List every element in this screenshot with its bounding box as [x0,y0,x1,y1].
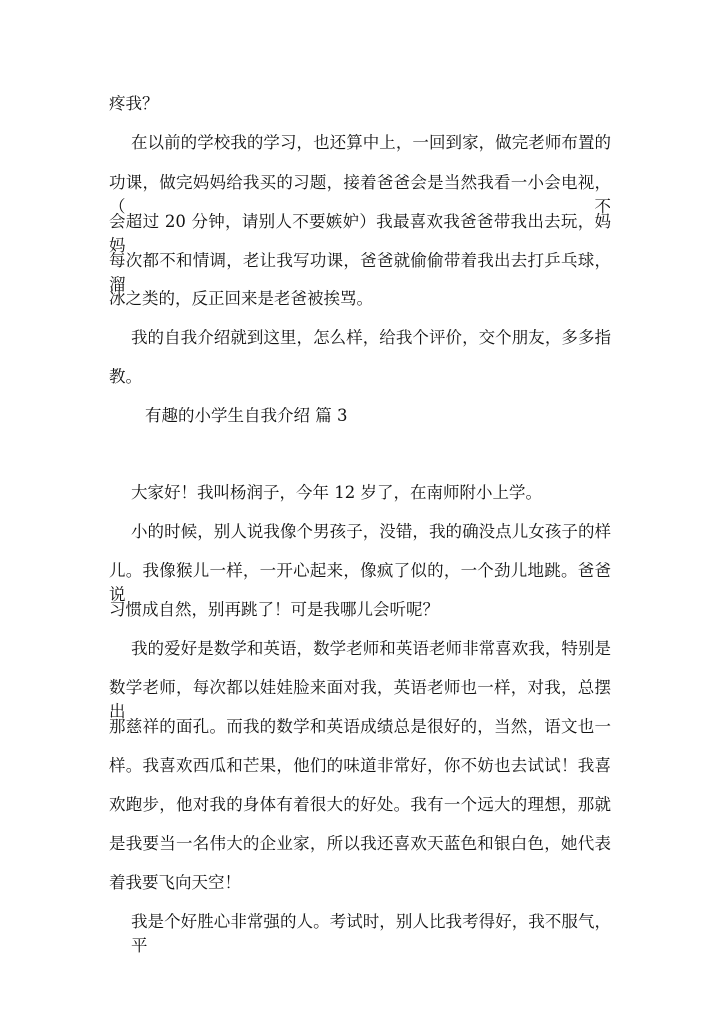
section-heading: 有趣的小学生自我介绍 篇 3 [145,406,348,425]
paragraph-start-line: 在以前的学校我的学习，也还算中上，一回到家，做完老师布置的 [131,133,611,152]
text-line: 那慈祥的面孔。而我的数学和英语成绩总是很好的，当然，语文也一 [109,717,611,736]
paragraph-start-line: 我是个好胜心非常强的人。考试时，别人比我考得好，我不服气，平 [131,912,611,955]
text-line: 冰之类的，反正回来是老爸被挨骂。 [109,289,373,308]
text-line: 会超过 20 分钟，请别人不要嫉妒）我最喜欢我爸爸带我出去玩，妈妈 [109,212,611,255]
text-line: 功课，做完妈妈给我买的习题，接着爸爸会是当然我看一小会电视，（不 [109,173,611,216]
text-line: 疼我？ [109,94,159,113]
paragraph-start-line: 大家好！我叫杨润子，今年 12 岁了，在南师附小上学。 [131,483,542,502]
paragraph-start-line: 我的自我介绍就到这里，怎么样，给我个评价，交个朋友，多多指 [131,328,611,347]
paragraph-start-line: 我的爱好是数学和英语，数学老师和英语老师非常喜欢我，特别是 [131,639,611,658]
text-line: 儿。我像猴儿一样，一开心起来，像疯了似的，一个劲儿地跳。爸爸说 [109,561,611,604]
paragraph-start-line: 小的时候，别人说我像个男孩子，没错，我的确没点儿女孩子的样 [131,522,611,541]
text-line: 着我要飞向天空！ [109,873,241,892]
text-line: 样。我喜欢西瓜和芒果，他们的味道非常好，你不妨也去试试！我喜 [109,756,611,775]
text-line: 数学老师，每次都以娃娃脸来面对我，英语老师也一样，对我，总摆出 [109,678,611,721]
text-line: 习惯成自然，别再跳了！可是我哪儿会听呢？ [109,600,439,619]
text-line: 是我要当一名伟大的企业家，所以我还喜欢天蓝色和银白色，她代表 [109,834,611,853]
text-line: 教。 [109,367,142,386]
text-line: 欢跑步，他对我的身体有着很大的好处。我有一个远大的理想，那就 [109,795,611,814]
text-line: 每次都不和情调，老让我写功课，爸爸就偷偷带着我出去打乒乓球，溜 [109,251,611,294]
